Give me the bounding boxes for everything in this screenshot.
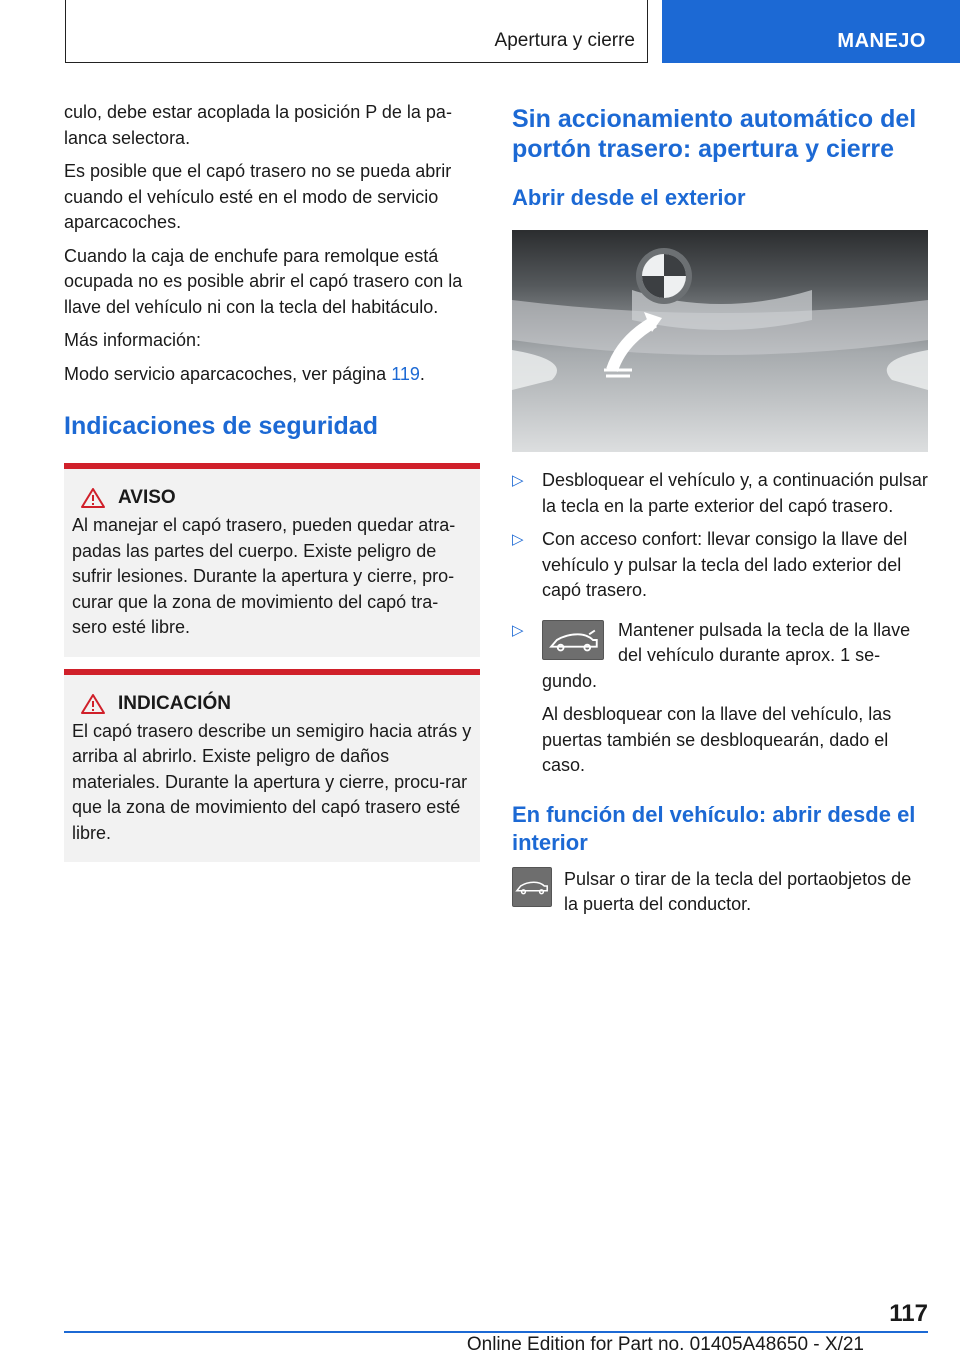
interior-instruction bbox=[512, 867, 928, 918]
header-section-title: Apertura y cierre bbox=[494, 30, 635, 51]
left-column bbox=[64, 100, 480, 872]
subsection-heading: En función del vehículo: abrir desde el interior bbox=[512, 801, 916, 855]
paragraph: Más información: bbox=[64, 330, 202, 350]
footer-divider bbox=[64, 1331, 928, 1333]
tailgate-interior-button-icon bbox=[512, 867, 552, 907]
header-chapter-label: MANEJO bbox=[837, 30, 926, 52]
step-arrow-icon: ▷ bbox=[512, 472, 524, 489]
step-item bbox=[512, 468, 928, 519]
page-link[interactable]: 119 bbox=[391, 363, 420, 384]
warning-triangle-icon bbox=[80, 487, 106, 509]
step-item bbox=[512, 527, 928, 604]
subsection-heading: Abrir desde el exterior bbox=[512, 185, 746, 210]
section-heading: Sin accionamiento automático del portón trasero: apertura y cierre bbox=[512, 105, 917, 163]
tailgate-button-illustration bbox=[512, 230, 928, 452]
warning-text: Al manejar el capó trasero, pueden quedar atra-padas las partes del cuerpo. Existe peligro de sufrir lesiones. Durante la apertura y cierre, pro-curar que la zona de movimiento del capó tra-sero esté libre. bbox=[72, 515, 456, 637]
step-item bbox=[512, 618, 928, 787]
notice-box bbox=[64, 669, 480, 863]
tailgate-photo bbox=[512, 230, 928, 452]
step-note: Al desbloquear con la llave del vehículo, las puertas también se desbloquearán, dado el caso. bbox=[542, 704, 892, 775]
warning-triangle-icon bbox=[80, 693, 106, 715]
warning-box bbox=[64, 463, 480, 657]
paragraph: Es posible que el capó trasero no se pueda abrir cuando el vehículo esté en el modo de servicio aparcacoches. bbox=[64, 161, 452, 232]
step-text: Desbloquear el vehículo y, a continuación pulsar la tecla en la parte exterior del capó trasero. bbox=[542, 470, 928, 516]
section-heading: Indicaciones de seguridad bbox=[64, 412, 378, 440]
step-arrow-icon: ▷ bbox=[512, 531, 524, 548]
notice-title: INDICACIÓN bbox=[118, 692, 231, 714]
cross-reference-text: Modo servicio aparcacoches, ver página bbox=[64, 363, 392, 384]
tailgate-key-button-icon bbox=[542, 620, 604, 660]
right-column bbox=[512, 100, 928, 926]
paragraph: culo, debe estar acoplada la posición P de la pa-lanca selectora. bbox=[64, 102, 452, 148]
footer-edition: Online Edition for Part no. 01405A48650 - X/21 bbox=[466, 1334, 864, 1355]
step-text: Mantener pulsada la tecla de la llave del vehículo durante aprox. 1 se-gundo. bbox=[542, 619, 911, 691]
cross-reference bbox=[64, 362, 480, 388]
step-arrow-icon: ▷ bbox=[512, 621, 524, 639]
paragraph: Cuando la caja de enchufe para remolque está ocupada no es posible abrir el capó trasero con la llave del vehículo ni con la tecla del habitáculo. bbox=[64, 245, 463, 317]
interior-text: Pulsar o tirar de la tecla del portaobjetos de la puerta del conductor. bbox=[564, 868, 912, 914]
header-chapter-tab[interactable] bbox=[662, 0, 960, 63]
page-number: 117 bbox=[889, 1300, 928, 1327]
step-text: Con acceso confort: llevar consigo la llave del vehículo y pulsar la tecla del lado exterior del capó trasero. bbox=[542, 529, 908, 600]
notice-text: El capó trasero describe un semigiro hacia atrás y arriba al abrirlo. Existe peligro de daños materiales. Durante la apertura y cierre, procu-rar que la zona de movimiento del capó trasero esté libre. bbox=[72, 720, 472, 843]
warning-title: AVISO bbox=[118, 487, 176, 508]
cross-reference-end: . bbox=[419, 363, 425, 384]
